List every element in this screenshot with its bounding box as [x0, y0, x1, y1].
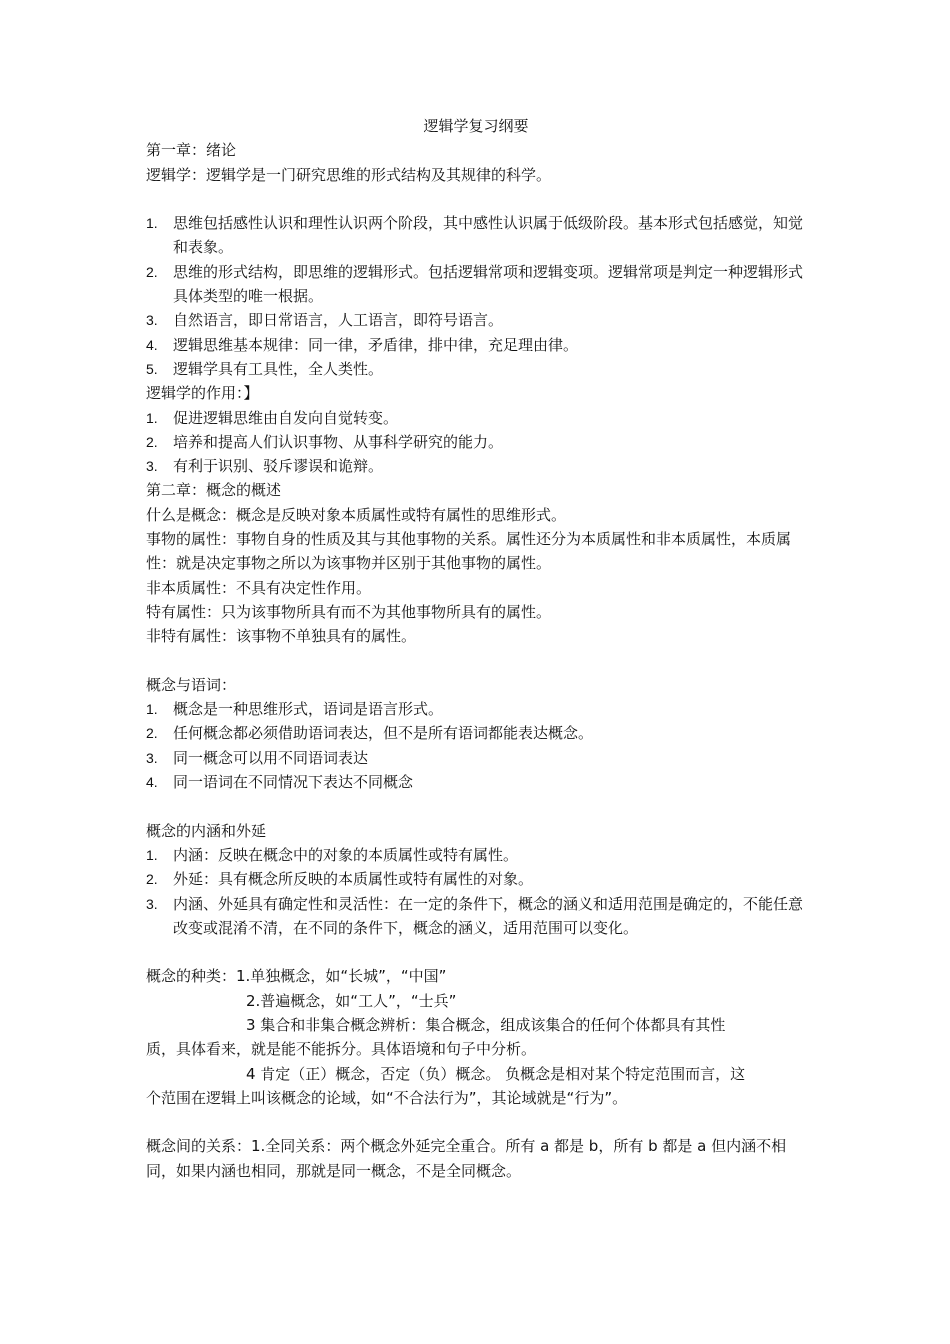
kinds-line-3a: 3 集合和非集合概念辨析：集合概念，组成该集合的任何个体都具有其性 [246, 1015, 726, 1034]
blank-line [146, 1110, 806, 1134]
concept-paragraph: 特有属性：只为该事物所具有而不为其他事物所具有的属性。 [146, 602, 552, 621]
blank-line [146, 794, 806, 818]
list-item: 2. 外延：具有概念所反映的本质属性或特有属性的对象。 [146, 870, 534, 889]
kinds-line-4b: 个范围在逻辑上叫该概念的论域，如“不合法行为”，其论域就是“行为”。 [146, 1088, 628, 1107]
list-item: 4. 同一语词在不同情况下表达不同概念 [146, 773, 414, 792]
word-list [146, 697, 806, 794]
list-item: 3. 内涵、外延具有确定性和灵活性：在一定的条件下，概念的涵义和适用范围是确定的，不能任意改变或混淆不清，在不同的条件下，概念的涵义，适用范围可以变化。 [146, 894, 804, 937]
kinds-line-1: 概念的种类：1.单独概念，如“长城”，“中国” [146, 967, 447, 986]
list-item: 1. 概念是一种思维形式，语词是语言形式。 [146, 700, 444, 719]
blank-line [146, 649, 806, 673]
extension-list [146, 843, 806, 940]
chapter1-list [146, 211, 806, 381]
chapter2-heading: 第二章：概念的概述 [146, 481, 282, 500]
list-item: 3. 有利于识别、驳斥谬误和诡辩。 [146, 457, 384, 476]
word-heading: 概念与语词： [146, 675, 237, 694]
chapter1-heading: 第一章：绪论 [146, 141, 237, 160]
list-item: 2. 培养和提高人们认识事物、从事科学研究的能力。 [146, 432, 504, 451]
kinds-line-4a: 4 肯定（正）概念，否定（负）概念。 负概念是相对某个特定范围而言，这 [246, 1064, 746, 1083]
kinds-line-3b: 质，具体看来，就是能不能拆分。具体语境和句子中分析。 [146, 1040, 537, 1059]
list-item: 1. 内涵：反映在概念中的对象的本质属性或特有属性。 [146, 845, 519, 864]
kinds-line-2: 2.普遍概念，如“工人”，“士兵” [246, 991, 457, 1010]
concept-paragraph: 什么是概念：概念是反映对象本质属性或特有属性的思维形式。 [146, 505, 567, 524]
list-item: 1. 促进逻辑思维由自发向自觉转变。 [146, 408, 399, 427]
logic-definition: 逻辑学：逻辑学是一门研究思维的形式结构及其规律的科学。 [146, 165, 552, 184]
list-item: 2. 思维的形式结构，即思维的逻辑形式。包括逻辑常项和逻辑变项。逻辑常项是判定一种逻辑形式具体类型的唯一根据。 [146, 262, 804, 306]
concept-paragraph: 非本质属性：不具有决定性作用。 [146, 578, 372, 597]
role-list [146, 406, 806, 479]
document-title: 逻辑学复习纲要 [423, 117, 529, 135]
role-heading: 逻辑学的作用：】 [146, 384, 259, 403]
list-item: 4. 逻辑思维基本规律：同一律，矛盾律，排中律，充足理由律。 [146, 335, 579, 354]
blank-line [146, 940, 806, 964]
list-item: 2. 任何概念都必须借助语词表达，但不是所有语词都能表达概念。 [146, 724, 594, 743]
list-item: 5. 逻辑学具有工具性，全人类性。 [146, 359, 384, 378]
concept-paragraph: 非特有属性：该事物不单独具有的属性。 [146, 627, 417, 646]
concept-paragraph: 事物的属性：事物自身的性质及其与其他事物的关系。属性还分为本质属性和非本质属性，本质属性：就是决定事物之所以为该事物并区别于其他事物的属性。 [146, 530, 792, 573]
blank-line [146, 187, 806, 211]
extension-heading: 概念的内涵和外延 [146, 821, 267, 840]
list-item: 1. 思维包括感性认识和理性认识两个阶段，其中感性认识属于低级阶段。基本形式包括感觉，知觉和表象。 [146, 214, 804, 257]
document-page [146, 114, 806, 1183]
list-item: 3. 自然语言，即日常语言，人工语言，即符号语言。 [146, 311, 504, 330]
list-item: 3. 同一概念可以用不同语词表达 [146, 748, 369, 767]
relation-paragraph: 概念间的关系：1.全同关系：两个概念外延完全重合。所有 a 都是 b，所有 b 都是 a 但内涵不相同，如果内涵也相同，那就是同一概念，不是全同概念。 [146, 1137, 787, 1180]
